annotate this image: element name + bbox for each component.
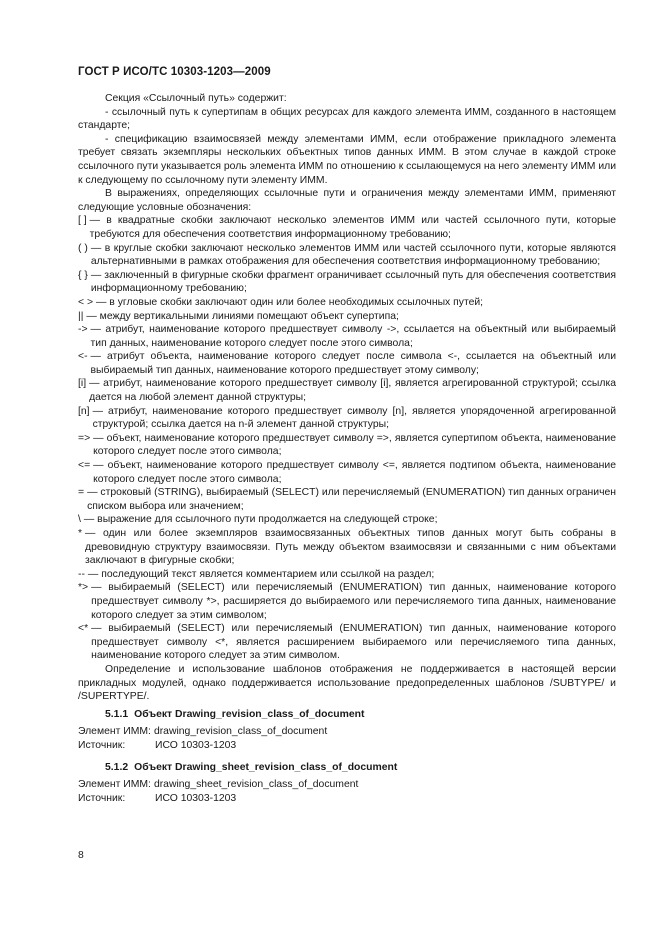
definition-item — [78, 269, 616, 296]
definition-text: — атрибут, наименование которого предшествует символу ->, ссылается на объектный или выбираемый тип данных, наименование которого следует после этого символа; — [90, 324, 616, 349]
definition-item — [78, 568, 616, 582]
definition-symbol: * — [78, 528, 83, 539]
element-label: Элемент ИММ: — [78, 779, 151, 791]
definition-item — [78, 527, 616, 568]
section-heading-5-1-2 — [105, 761, 616, 775]
definition-text: — в квадратные скобки заключают несколько элементов ИММ или частей ссылочного пути, которые требуются для обеспечения соответствия информационному требованию; — [89, 215, 616, 240]
definition-item — [78, 405, 616, 432]
templates-note: Определение и использование шаблонов отображения не поддерживается в настоящей версии прикладных модулей, однако поддерживается использование предопределенных шаблонов /SUBTYPE/ и /SUPERTYPE/. — [78, 663, 616, 703]
intro-item-2: - спецификацию взаимосвязей между элементами ИММ, если отображение прикладного элемента требует связать экземпляры нескольких объектных типов данных ИММ. В этом случае в каждой строке ссылочного пути указывается роль элемента ИММ по отношению к ссылающемуся на него элементу ИММ или к следующему по ссылочному пути элементу ИММ. — [78, 133, 616, 186]
page-number: 8 — [78, 850, 84, 861]
source-value: ИСО 10303-1203 — [155, 739, 237, 751]
definition-item — [78, 296, 616, 310]
definition-symbol: = — [78, 487, 85, 499]
source-value: ИСО 10303-1203 — [155, 792, 237, 804]
definition-symbol: [n] — [78, 405, 90, 417]
definition-symbol: <= — [78, 460, 91, 472]
definition-item — [78, 214, 616, 241]
definition-symbol: { } — [78, 269, 88, 281]
definition-text: — выбираемый (SELECT) или перечисляемый (ENUMERATION) тип данных, наименование которого предшествует символу *>, расширяется до выбираемого или перечисляемого типа данных, наименование которого следует за этим символом; — [91, 582, 616, 621]
source-label: Источник: — [78, 792, 126, 804]
definition-symbol: <* — [78, 623, 89, 635]
definition-item — [78, 486, 616, 513]
definition-text: — атрибут, наименование которого предшествует символу [i], является агрегированной структурой; ссылка дается на любой элемент данной структуры; — [89, 378, 616, 404]
definition-text: — атрибут объекта, наименование которого следует после символа <-, ссылается на объектный или выбираемый тип данных, наименование которого предшествует этому символу; — [90, 351, 616, 376]
intro-item-1: - ссылочный путь к супертипам в общих ресурсах для каждого элемента ИММ, созданного в настоящем стандарте; — [78, 106, 616, 132]
definition-symbol: => — [78, 432, 91, 444]
definition-text: — между вертикальными линиями помещают объект супертипа; — [86, 310, 399, 322]
definition-item — [78, 377, 616, 404]
element-value: drawing_sheet_revision_class_of_document — [153, 779, 359, 791]
definition-item — [78, 350, 616, 377]
definition-symbol: -> — [78, 324, 88, 336]
definition-text: — заключенный в фигурные скобки фрагмент ограничивает ссылочный путь для обеспечения соответствия информационному требованию; — [90, 269, 616, 295]
definition-item — [78, 459, 616, 486]
definition-symbol: [i] — [78, 378, 87, 390]
definition-text: — выражение для ссылочного пути продолжается на следующей строке; — [83, 514, 438, 526]
conventions-lead: В выражениях, определяющих ссылочные пути и ограничения между элементами ИММ, применяют следующие условные обозначения: — [78, 188, 616, 213]
element-row — [78, 725, 616, 739]
definition-text: — объект, наименование которого предшествует символу <=, является подтипом объекта, наименование которого следует после этого символа; — [93, 460, 616, 485]
element-value: drawing_revision_class_of_document — [153, 726, 328, 738]
definition-symbol: -- — [78, 568, 85, 580]
definition-symbol: || — [78, 310, 84, 322]
definition-symbol: < > — [78, 296, 94, 308]
document-header: ГОСТ Р ИСО/ТС 10303-1203—2009 — [78, 66, 271, 78]
section-number: 5.1.2 — [105, 761, 129, 773]
definition-symbol: <- — [78, 351, 88, 363]
section-number: 5.1.1 — [105, 708, 129, 720]
definition-text: — объект, наименование которого предшествует символу =>, является супертипом объекта, наименование которого следует после этого символа; — [93, 432, 616, 458]
document-body — [78, 92, 616, 805]
definition-item — [78, 622, 616, 663]
definition-item — [78, 242, 616, 269]
source-row — [78, 792, 616, 806]
definition-symbol: *> — [78, 582, 89, 594]
source-row — [78, 739, 616, 753]
definitions-list — [78, 214, 616, 663]
definition-symbol: ( ) — [78, 242, 88, 254]
definition-text: — в круглые скобки заключают несколько элементов ИММ или частей ссылочного пути, которые являются альтернативными в рамках отображения для обеспечения соответствия информационному требованию; — [90, 242, 616, 268]
definition-item — [78, 581, 616, 622]
definition-text: — строковый (STRING), выбираемый (SELECT) или перечисляемый (ENUMERATION) тип данных ограничен списком выбора или значением; — [87, 487, 616, 512]
definition-item — [78, 310, 616, 324]
section-title: Объект Drawing_revision_class_of_document — [134, 708, 365, 720]
definition-text: — один или более экземпляров взаимосвязанных объектных типов данных могут быть собраны в древовидную структуру взаимосвязи. Путь между объектом взаимосвязи и связанными с ним объектами заключают в фигурные скобки; — [85, 528, 616, 567]
definition-text: — в угловые скобки заключают один или более необходимых ссылочных путей; — [96, 296, 484, 308]
section-title: Объект Drawing_sheet_revision_class_of_document — [134, 761, 398, 773]
definition-symbol: \ — [78, 514, 81, 526]
definition-item — [78, 513, 616, 527]
element-label: Элемент ИММ: — [78, 726, 151, 738]
definition-text: — выбираемый (SELECT) или перечисляемый (ENUMERATION) тип данных, наименование которого предшествует символу <*, является расширением выбираемого или перечисляемого типа данных, наименование которого следует за этим символом. — [91, 623, 616, 662]
definition-item — [78, 323, 616, 350]
definition-symbol: [ ] — [78, 215, 87, 227]
definition-text: — последующий текст является комментарием или ссылкой на раздел; — [87, 568, 435, 580]
section-heading-5-1-1 — [105, 708, 616, 722]
source-label: Источник: — [78, 739, 126, 751]
element-row — [78, 778, 616, 792]
intro-lead: Секция «Ссылочный путь» содержит: — [105, 93, 287, 104]
definition-item — [78, 432, 616, 459]
definition-text: — атрибут, наименование которого предшествует символу [n], является упорядоченной агрегированной структурой; ссылка дается на n-й элемент данной структуры; — [92, 405, 616, 431]
